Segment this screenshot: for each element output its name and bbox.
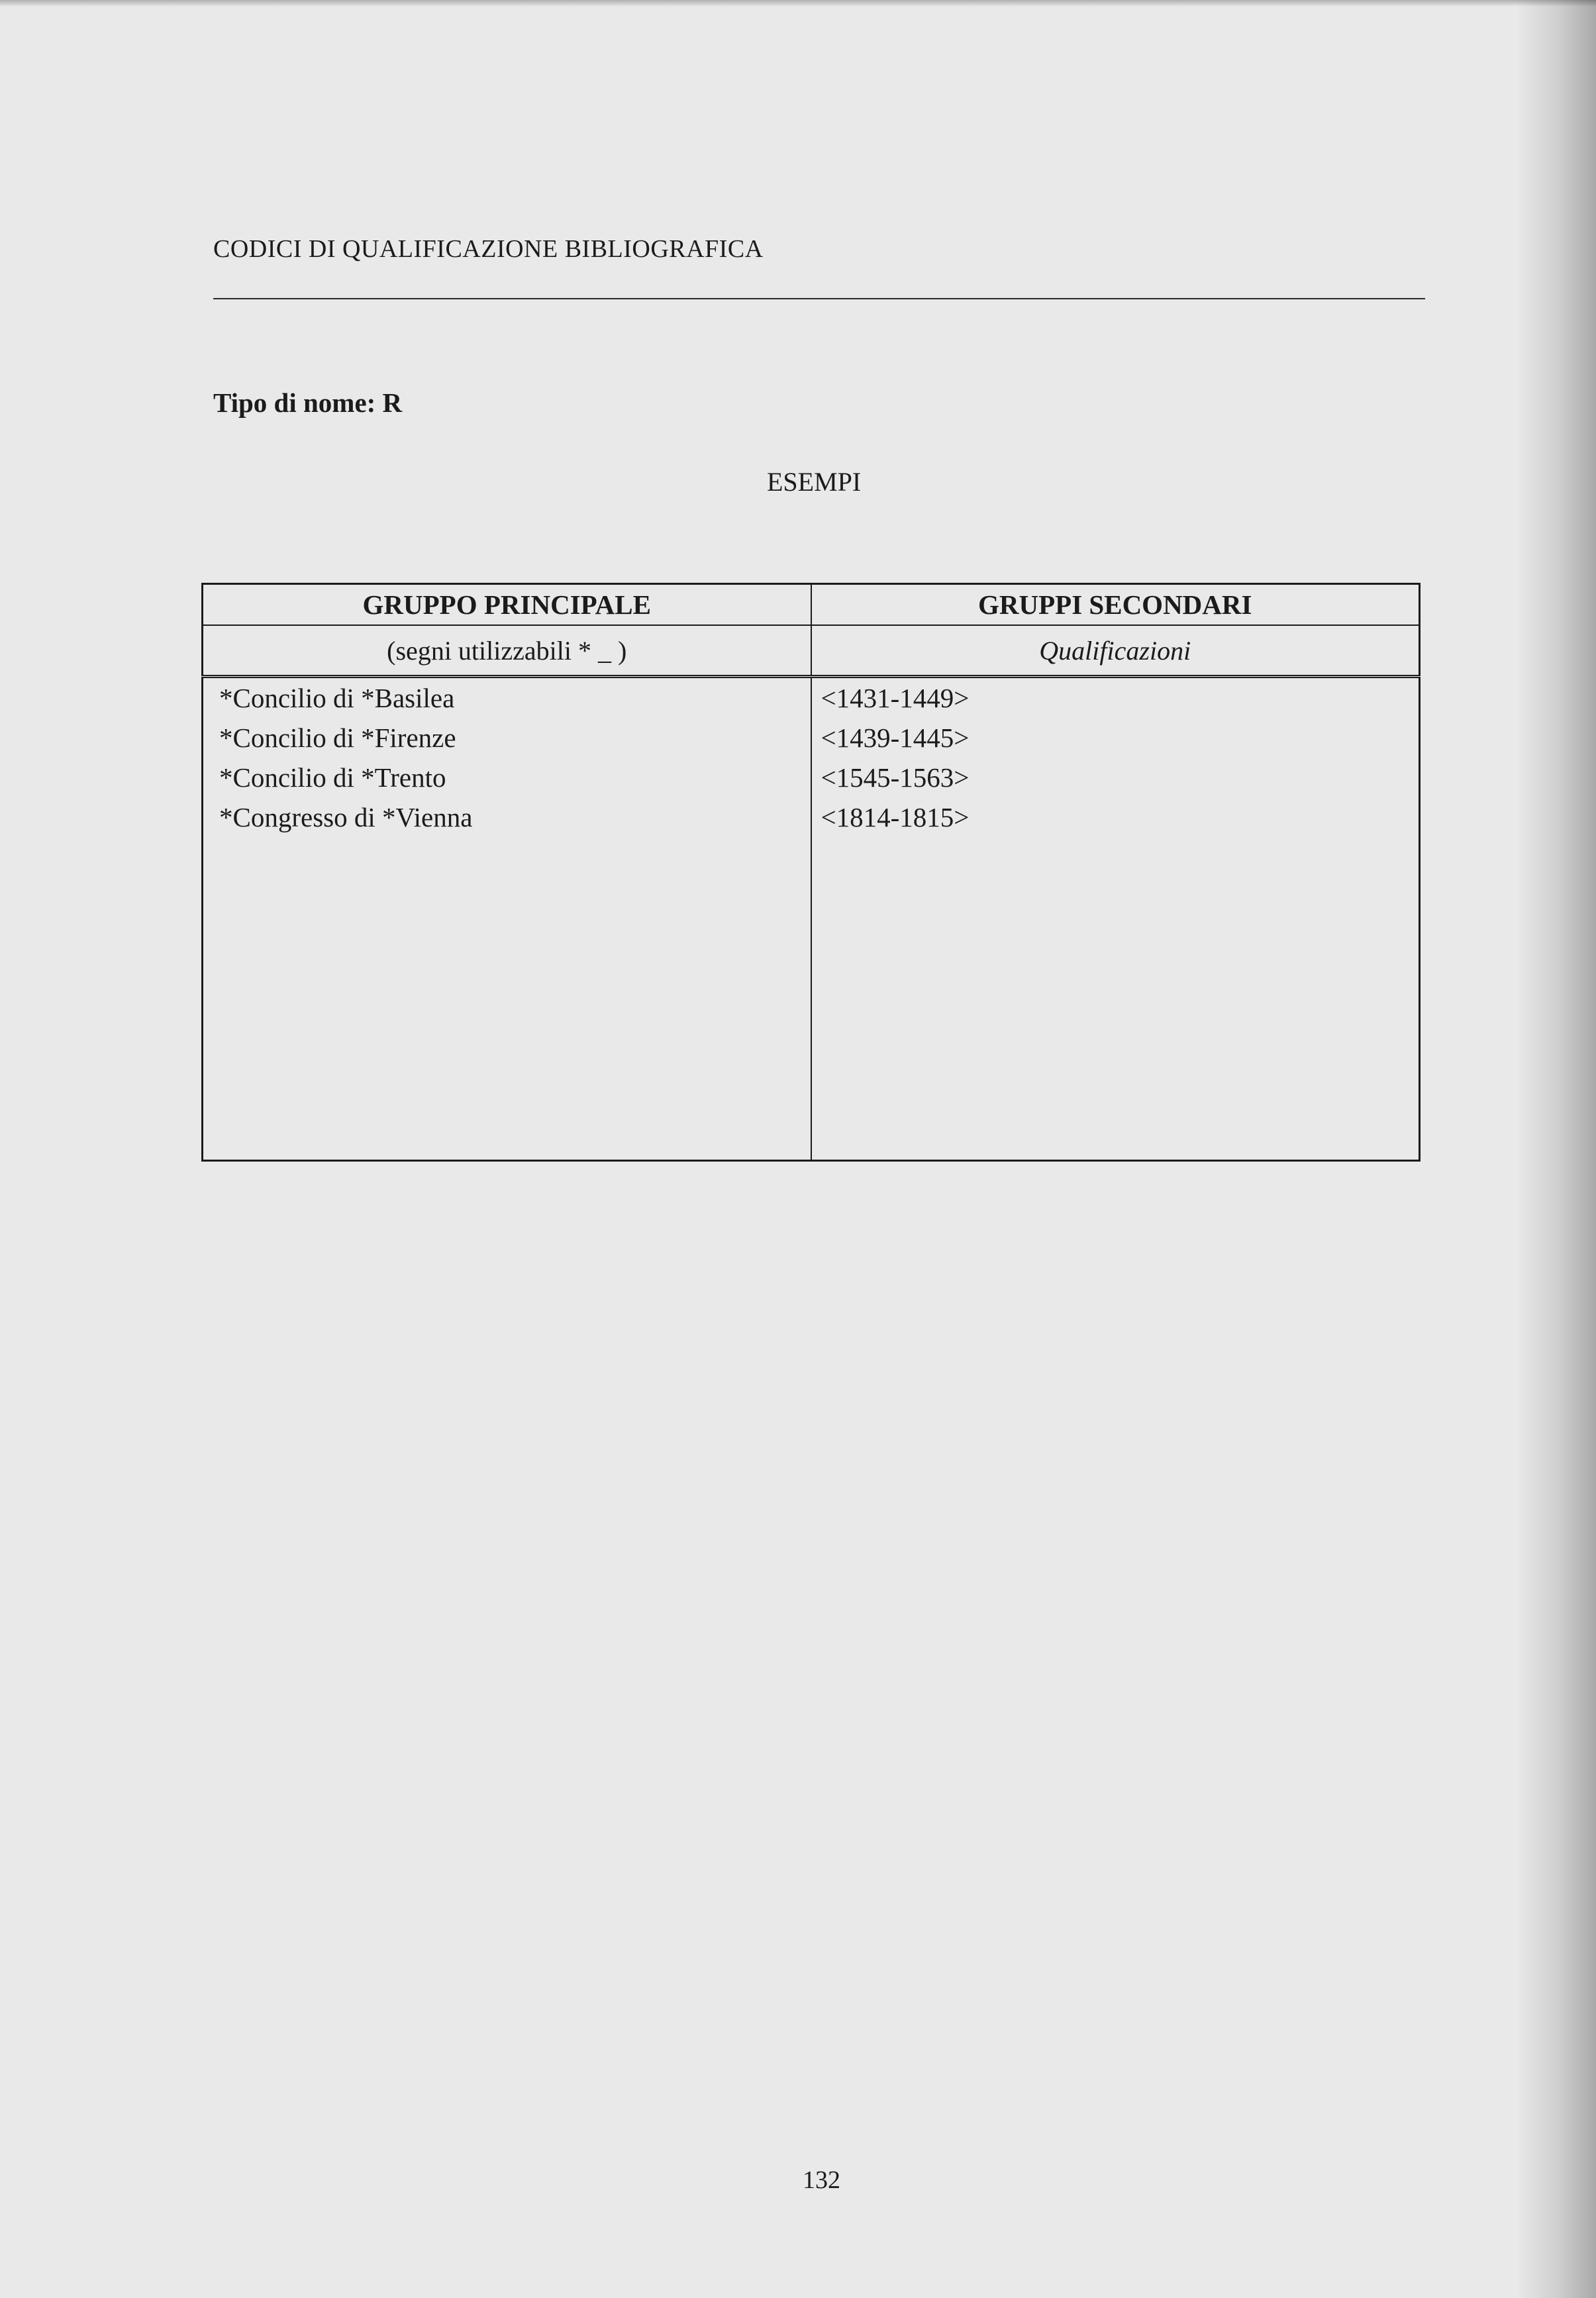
secondary-group-cell xyxy=(811,677,1420,1161)
table-subheader-row xyxy=(203,625,1420,677)
main-group-entry: *Concilio di *Firenze xyxy=(219,723,456,753)
examples-table xyxy=(201,583,1421,1162)
qualification-entry: <1814-1815> xyxy=(821,802,970,832)
examples-heading: ESEMPI xyxy=(767,467,862,497)
column-header-secondary-groups: GRUPPI SECONDARI xyxy=(811,584,1420,626)
page-top-edge xyxy=(0,0,1596,7)
main-group-cell xyxy=(203,677,811,1161)
page-number: 132 xyxy=(803,2166,840,2194)
column-subheader-qualifications: Qualificazioni xyxy=(811,625,1420,677)
main-group-entry: *Concilio di *Basilea xyxy=(219,683,455,713)
qualification-entry: <1431-1449> xyxy=(821,683,970,713)
qualification-entry: <1545-1563> xyxy=(821,762,970,793)
main-group-entry: *Concilio di *Trento xyxy=(219,762,446,793)
column-header-main-group: GRUPPO PRINCIPALE xyxy=(203,584,811,626)
header-rule xyxy=(213,298,1425,299)
column-subheader-main-group: (segni utilizzabili * _ ) xyxy=(203,625,811,677)
running-header: CODICI DI QUALIFICAZIONE BIBLIOGRAFICA xyxy=(213,235,764,263)
page-gutter-shadow xyxy=(1517,0,1596,2298)
table-header-row xyxy=(203,584,1420,626)
qualification-entry: <1439-1445> xyxy=(821,723,970,753)
table-body-row xyxy=(203,677,1420,1161)
name-type-label: Tipo di nome: R xyxy=(213,387,403,418)
main-group-entry: *Congresso di *Vienna xyxy=(219,802,473,832)
